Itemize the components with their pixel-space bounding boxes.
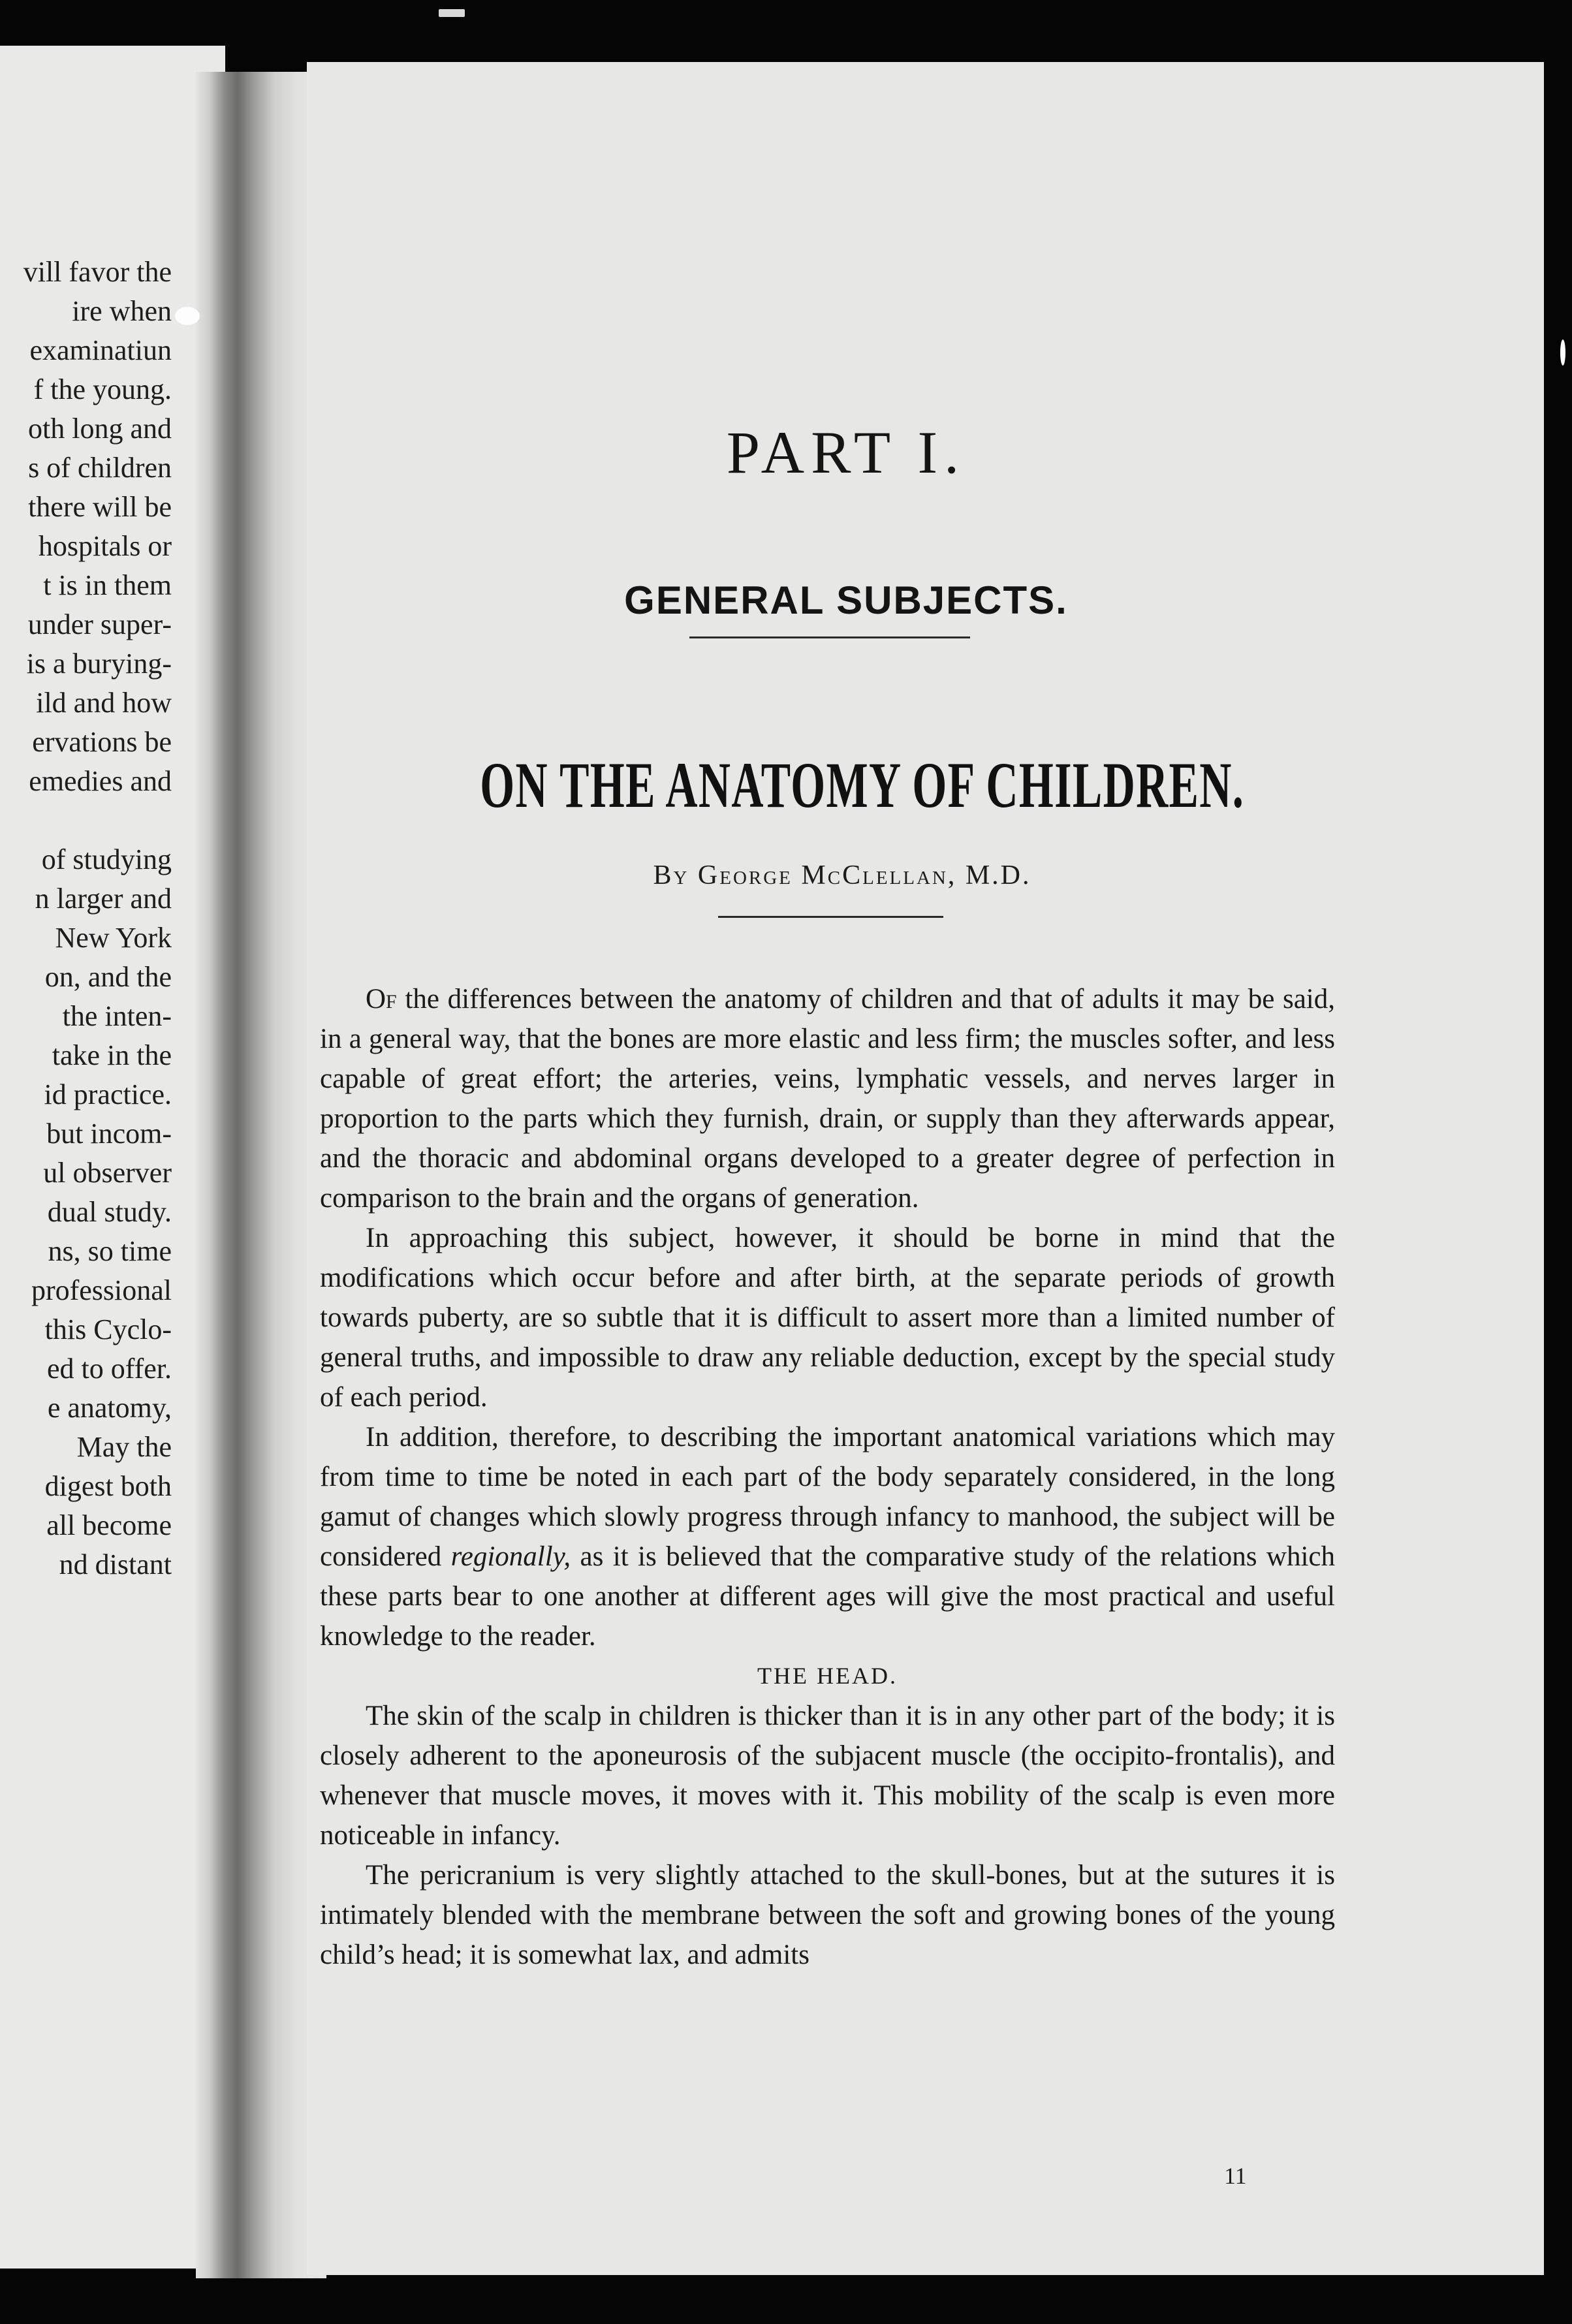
byline-text: By George McClellan, M.D. — [653, 860, 1031, 890]
previous-page-line: nd distant — [59, 1548, 172, 1580]
previous-page-line: ervations be — [32, 726, 172, 758]
previous-page-line: there will be — [28, 491, 172, 523]
paragraph — [320, 1417, 1335, 1656]
previous-page-line: dual study. — [47, 1196, 172, 1228]
paragraph-text: In addition, therefore, to describing the important anatomical variations which may from time to time be noted in each part of the body separately considered, in the long gamut of changes which slowly progress through infancy to manhood, the subject will be considered — [320, 1422, 1335, 1572]
previous-page-fragment — [0, 46, 225, 2269]
author-byline — [307, 860, 1377, 891]
previous-page-line: May the — [76, 1431, 172, 1463]
previous-page-line: f the young. — [33, 373, 172, 405]
book-page — [307, 62, 1544, 2275]
previous-page-line: this Cyclo- — [44, 1313, 172, 1345]
paragraph: The pericranium is very slightly attached to the skull-bones, but at the sutures it is intimately blended with the membrane between the soft and growing bones of the young child’s head; it is somewhat lax, and admits — [320, 1860, 1335, 1970]
previous-page-line: on, and the — [44, 961, 172, 993]
previous-page-line: id practice. — [44, 1078, 172, 1110]
divider-rule — [718, 916, 943, 918]
previous-page-line: is a burying- — [26, 648, 172, 680]
emphasis-text: regionally, — [450, 1541, 571, 1572]
scan-artifact — [439, 9, 465, 17]
previous-page-line: ire when — [72, 295, 172, 327]
previous-page-line: t is in them — [43, 569, 172, 601]
previous-page-line: hospitals or — [38, 530, 172, 562]
previous-page-line: take in the — [52, 1039, 172, 1071]
previous-page-line: the inten- — [62, 1000, 172, 1032]
paragraph-text: as it is believed that the comparative study of the relations which these parts bear to one another at different ages will give the most practical and useful knowledge to the reader. — [320, 1541, 1335, 1652]
previous-page-line: s of children — [28, 452, 172, 484]
previous-page-line: ild and how — [36, 687, 172, 719]
part-heading: PART I. — [726, 419, 966, 486]
previous-page-line: ns, so time — [48, 1235, 172, 1267]
previous-page-line: under super- — [27, 608, 172, 640]
previous-page-line: oth long and — [28, 413, 172, 445]
scan-speck — [175, 307, 200, 325]
previous-page-line: emedies and — [29, 765, 172, 797]
previous-page-line: professional — [31, 1274, 172, 1306]
previous-page-line: all become — [46, 1509, 172, 1541]
paragraph: The skin of the scalp in children is thicker than it is in any other part of the body; it is closely adherent to the aponeurosis of the subjacent muscle (the occipito-frontalis), and whenever that muscle moves, it moves with it. This mobility of the scalp is even more noticeable in infancy. — [320, 1701, 1335, 1851]
previous-page-line: e anatomy, — [47, 1392, 172, 1424]
previous-page-line: New York — [55, 922, 172, 954]
previous-page-line: vill favor the — [23, 256, 172, 288]
previous-page-line: digest both — [44, 1470, 172, 1502]
previous-page-line: but incom- — [46, 1118, 172, 1150]
article-body — [320, 979, 1335, 1975]
paragraph — [320, 979, 1335, 1218]
previous-page-line: n larger and — [35, 883, 172, 915]
drop-lead: Of — [366, 984, 397, 1014]
subsection-heading: THE HEAD. — [757, 1663, 898, 1689]
previous-page-line: of studying — [41, 843, 172, 875]
divider-rule — [689, 636, 970, 638]
section-heading: GENERAL SUBJECTS. — [624, 578, 1068, 622]
previous-page-line: ed to offer. — [46, 1353, 172, 1385]
page-number: 11 — [1224, 2163, 1247, 2189]
paragraph: In approaching this subject, however, it should be borne in mind that the modifications which occur before and after birth, at the separate periods of growth towards puberty, are so subtle that it is difficult to assert more than a limited number of general truths, and impossible to draw any reliable deduction, except by the special study of each period. — [320, 1223, 1335, 1413]
previous-page-line: ul observer — [43, 1157, 172, 1189]
scan-speck — [1560, 339, 1565, 366]
article-title: ON THE ANATOMY OF CHILDREN. — [480, 749, 1245, 821]
previous-page-line: examinatiun — [29, 334, 172, 366]
paragraph-text: the differences between the anatomy of children and that of adults it may be said, in a general way, that the bones are more elastic and less firm; the muscles softer, and less capable of great effort; the arteries, veins, lymphatic vessels, and nerves larger in proportion to the parts which they furnish, drain, or supply than they afterwards appear, and the thoracic and abdominal organs developed to a greater degree of perfection in comparison to the brain and the organs of generation. — [320, 984, 1335, 1214]
